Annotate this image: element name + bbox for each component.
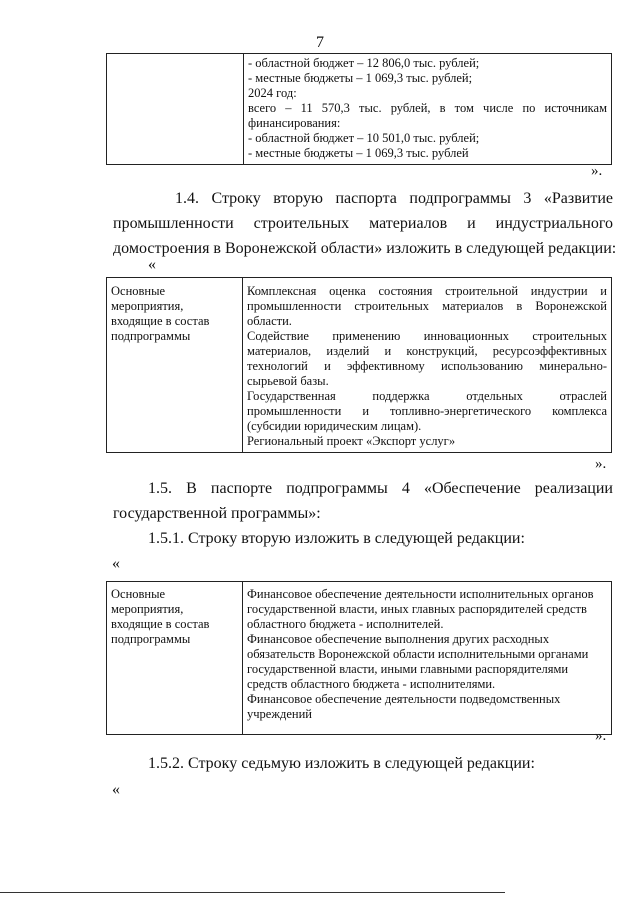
activity-line: областного бюджета - исполнителей. bbox=[247, 617, 444, 631]
funding-line: финансирования: bbox=[248, 116, 341, 130]
activity-line: материалов, изделий и конструкций, ресурсоэффективных bbox=[247, 344, 607, 358]
activity-line: государственной власти, иными главными распорядителями bbox=[247, 662, 569, 676]
row-label: мероприятия, bbox=[111, 299, 184, 313]
opening-quote: « bbox=[112, 781, 120, 798]
table-subprogram-3-activities bbox=[106, 277, 612, 453]
activity-line: сырьевой базы. bbox=[247, 374, 329, 388]
activity-line: Финансовое обеспечение деятельности подведомственных bbox=[247, 692, 561, 706]
paragraph-line: промышленности строительных материалов и индустриального bbox=[113, 215, 613, 232]
closing-quote: ». bbox=[595, 728, 607, 744]
paragraph-line: домостроения в Воронежской области» изложить в следующей редакции: bbox=[113, 240, 617, 257]
activity-line: Финансовое обеспечение выполнения других расходных bbox=[247, 632, 550, 646]
activity-line: средств областного бюджета - исполнителями. bbox=[247, 677, 496, 691]
funding-line: всего – 11 570,3 тыс. рублей, в том числе по источникам bbox=[248, 101, 607, 115]
funding-line: 2024 год: bbox=[248, 86, 297, 100]
table-left-cell bbox=[107, 54, 244, 165]
activity-line: государственной власти, иных главных распорядителей средств bbox=[247, 602, 587, 616]
activity-line: обязательств Воронежской области исполнительными органами bbox=[247, 647, 589, 661]
activity-line: промышленности строительных материалов в Воронежской bbox=[247, 299, 607, 313]
opening-quote: « bbox=[148, 256, 156, 273]
funding-line: - местные бюджеты – 1 069,3 тыс. рублей; bbox=[248, 71, 473, 85]
table-right-cell bbox=[243, 278, 612, 453]
activity-line: Государственная поддержка отдельных отраслей bbox=[247, 389, 607, 403]
funding-line: - областной бюджет – 12 806,0 тыс. рублей; bbox=[248, 56, 480, 70]
row-label: Основные bbox=[111, 587, 166, 601]
section-1-5-2-heading: 1.5.2. Строку седьмую изложить в следующей редакции: bbox=[148, 755, 535, 772]
row-label: подпрограммы bbox=[111, 329, 191, 343]
row-label: мероприятия, bbox=[111, 602, 184, 616]
activity-line: Финансовое обеспечение деятельности исполнительных органов bbox=[247, 587, 594, 601]
table-funding-continuation bbox=[106, 53, 612, 165]
activity-line: области. bbox=[247, 314, 292, 328]
funding-line: - областной бюджет – 10 501,0 тыс. рублей; bbox=[248, 131, 480, 145]
paragraph-line: 1.5. В паспорте подпрограммы 4 «Обеспечение реализации bbox=[148, 480, 613, 497]
table-subprogram-4-activities bbox=[106, 581, 612, 735]
row-label: подпрограммы bbox=[111, 632, 191, 646]
closing-quote: ». bbox=[591, 163, 603, 179]
section-1-5-paragraph bbox=[113, 476, 613, 526]
activity-line: Комплексная оценка состояния строительной индустрии и bbox=[247, 284, 607, 298]
table-left-cell bbox=[107, 278, 243, 453]
section-1-4-paragraph bbox=[113, 186, 617, 261]
funding-line: - местные бюджеты – 1 069,3 тыс. рублей bbox=[248, 146, 469, 160]
table-left-cell bbox=[107, 582, 243, 735]
table-right-cell bbox=[244, 54, 612, 165]
paragraph-line: государственной программы»: bbox=[113, 505, 321, 522]
page-number: 7 bbox=[316, 34, 324, 51]
activity-line: (субсидии юридическим лицам). bbox=[247, 419, 422, 433]
table-right-cell bbox=[243, 582, 612, 735]
row-label: входящие в состав bbox=[111, 617, 210, 631]
paragraph-line: 1.4. Строку вторую паспорта подпрограммы 3 «Развитие bbox=[175, 190, 613, 207]
activity-line: Региональный проект «Экспорт услуг» bbox=[247, 434, 456, 448]
footer-divider bbox=[0, 892, 505, 893]
row-label: Основные bbox=[111, 284, 166, 298]
closing-quote: ». bbox=[595, 456, 607, 472]
row-label: входящие в состав bbox=[111, 314, 210, 328]
activity-line: учреждений bbox=[247, 707, 312, 721]
section-1-5-1-heading: 1.5.1. Строку вторую изложить в следующей редакции: bbox=[148, 530, 525, 547]
activity-line: технологий и эффективному использованию минерально- bbox=[247, 359, 607, 373]
activity-line: промышленности и топливно-энергетического комплекса bbox=[247, 404, 607, 418]
activity-line: Содействие применению инновационных строительных bbox=[247, 329, 607, 343]
opening-quote: « bbox=[112, 555, 120, 572]
